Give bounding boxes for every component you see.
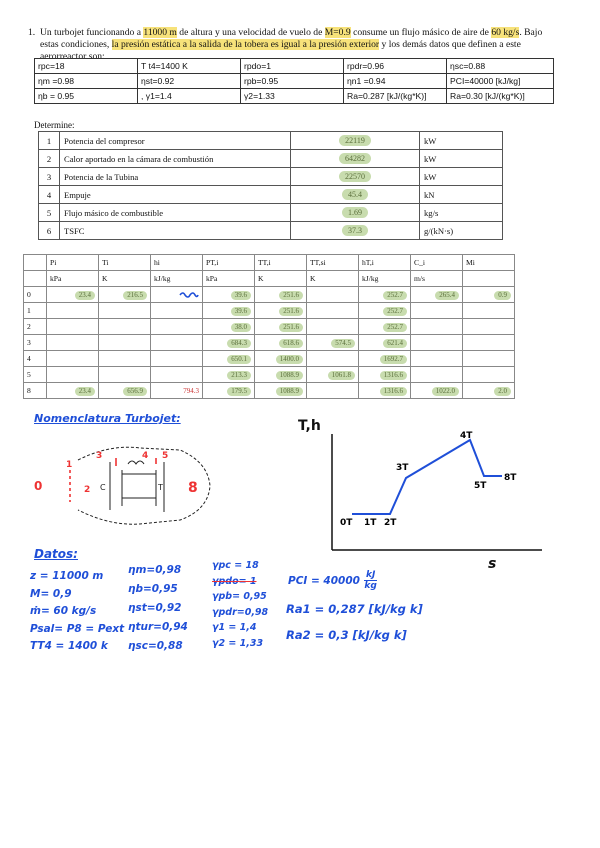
state-value: 618.6: [279, 339, 303, 348]
ts-point-8: 8T: [504, 473, 517, 483]
state-value: 265.4: [435, 291, 459, 300]
state-cell: [203, 303, 255, 319]
datos-title: Datos:: [34, 547, 78, 561]
datos-eta-b: ηb=0,95: [128, 583, 178, 595]
station-5-label: 5: [162, 451, 169, 461]
state-unit-cell: K: [99, 271, 151, 287]
datos-pci: [288, 570, 377, 591]
state-unit-cell: [24, 271, 47, 287]
problem-text-5: y los demás datos que definen a este aerorreactor son:: [40, 39, 521, 62]
given-cell: Ra=0.30 [kJ/(kg*K)]: [447, 89, 554, 104]
determine-label: Determine:: [34, 120, 75, 130]
given-row: [35, 74, 554, 89]
state-cell: [99, 335, 151, 351]
state-header-cell: Mi: [463, 255, 515, 271]
ts-point-5: 5T: [474, 481, 487, 491]
state-value: 0.9: [494, 291, 511, 300]
row-index: 3: [39, 168, 60, 186]
state-cell: [411, 303, 463, 319]
row-description: Flujo másico de combustible: [60, 204, 291, 222]
state-cell: [151, 319, 203, 335]
state-cell: [47, 335, 99, 351]
state-index: 4: [24, 351, 47, 367]
state-row: [24, 335, 515, 351]
state-cell: [359, 303, 411, 319]
station-1-label: 1: [66, 460, 73, 470]
state-cell: [151, 335, 203, 351]
state-row: [24, 351, 515, 367]
state-cell: [411, 351, 463, 367]
state-unit-cell: kPa: [47, 271, 99, 287]
station-3-label: 3: [96, 451, 103, 461]
row-value-cell: [291, 150, 420, 168]
state-cell: [359, 383, 411, 399]
given-cell: T t4=1400 K: [138, 59, 241, 74]
given-cell: rpdo=1: [241, 59, 344, 74]
state-value: 656.9: [123, 387, 147, 396]
state-cell: [307, 335, 359, 351]
ts-point-4: 4T: [460, 431, 473, 441]
datos-pci-unit-den: kg: [364, 581, 377, 591]
datos-eta-sc: ηsc=0,88: [128, 640, 183, 652]
state-cell: [203, 367, 255, 383]
datos-eta-tur: ηtur=0,94: [128, 621, 188, 633]
state-table: [23, 254, 515, 399]
determine-row: [39, 186, 503, 204]
given-cell: Ra=0.287 [kJ/(kg*K)]: [344, 89, 447, 104]
given-cell: ηsc=0.88: [447, 59, 554, 74]
row-value: 22570: [339, 171, 371, 182]
datos-pci-value: PCI = 40000: [288, 574, 360, 587]
state-cell: [151, 367, 203, 383]
state-header-cell: TT,i: [255, 255, 307, 271]
state-value: 621.4: [383, 339, 407, 348]
ts-y-axis-label: T,h: [298, 418, 321, 434]
given-cell: PCI=40000 [kJ/kg]: [447, 74, 554, 89]
row-unit: kW: [420, 150, 503, 168]
state-cell: [47, 319, 99, 335]
datos-gamma1: γ1 = 1,4: [212, 622, 257, 633]
state-cell: [255, 367, 307, 383]
state-cell: [255, 319, 307, 335]
state-value: 23.4: [75, 291, 95, 300]
state-cell: [359, 351, 411, 367]
state-value: 251.6: [279, 291, 303, 300]
state-header-cell: C_i: [411, 255, 463, 271]
state-value: 1022.0: [432, 387, 459, 396]
state-cell: [359, 367, 411, 383]
ts-point-3: 3T: [396, 463, 409, 473]
altitude-highlight: 11000 m: [143, 27, 177, 38]
state-cell: [99, 367, 151, 383]
state-value: 1692.7: [380, 355, 407, 364]
state-cell: [99, 383, 151, 399]
state-cell: [307, 319, 359, 335]
state-header-cell: Ti: [99, 255, 151, 271]
state-units-row: [24, 271, 515, 287]
row-description: TSFC: [60, 222, 291, 240]
given-cell: ηm =0.98: [35, 74, 138, 89]
row-index: 6: [39, 222, 60, 240]
state-cell: [463, 319, 515, 335]
datos-pci-unit-num: kJ: [365, 570, 376, 580]
state-value: 1061.8: [328, 371, 355, 380]
combustor-symbol: [128, 461, 144, 464]
state-value: 1400.0: [276, 355, 303, 364]
row-index: 1: [39, 132, 60, 150]
given-cell: ηst=0.92: [138, 74, 241, 89]
state-unit-cell: kJ/kg: [359, 271, 411, 287]
scribble-mark: [179, 290, 199, 298]
row-description: Potencia de la Tubina: [60, 168, 291, 186]
state-row: [24, 319, 515, 335]
state-cell: [203, 335, 255, 351]
ts-point-0: 0T: [340, 518, 353, 528]
state-header-cell: TT,si: [307, 255, 359, 271]
state-value: 213.3: [227, 371, 251, 380]
state-cell: [203, 287, 255, 303]
compressor-label: C: [100, 483, 106, 492]
state-index: 1: [24, 303, 47, 319]
datos-ra1: Ra1 = 0,287 [kJ/kg k]: [286, 602, 423, 616]
datos-rpc: γpc = 18: [212, 560, 259, 571]
given-cell: rpb=0.95: [241, 74, 344, 89]
state-value: 1316.6: [380, 387, 407, 396]
state-value: 251.6: [279, 307, 303, 316]
state-cell: [307, 351, 359, 367]
given-cell: rpdr=0.96: [344, 59, 447, 74]
station-2-label: 2: [84, 485, 91, 495]
datos-gamma2: γ2 = 1,33: [212, 637, 264, 649]
state-index: 0: [24, 287, 47, 303]
state-value: 179.5: [227, 387, 251, 396]
state-header-cell: hi: [151, 255, 203, 271]
determine-row: [39, 222, 503, 240]
state-cell: [307, 383, 359, 399]
state-value: 39.6: [231, 307, 251, 316]
state-cell: [307, 303, 359, 319]
state-index: 8: [24, 383, 47, 399]
row-value: 22119: [339, 135, 371, 146]
datos-mach: M= 0,9: [30, 587, 72, 600]
flow-highlight: 60 kg/s: [491, 27, 520, 38]
state-value: 1316.6: [380, 371, 407, 380]
state-index: 5: [24, 367, 47, 383]
state-value: 251.6: [279, 323, 303, 332]
state-cell: [307, 367, 359, 383]
row-index: 5: [39, 204, 60, 222]
row-description: Empuje: [60, 186, 291, 204]
state-cell: [255, 335, 307, 351]
state-cell: [47, 303, 99, 319]
datos-tt4: TT4 = 1400 k: [30, 640, 108, 652]
state-cell: [151, 287, 203, 303]
state-cell: [463, 287, 515, 303]
state-cell: [359, 319, 411, 335]
state-unit-cell: m/s: [411, 271, 463, 287]
state-cell: [47, 351, 99, 367]
station-4-label: 4: [142, 451, 149, 461]
state-value: 252.7: [383, 307, 407, 316]
row-unit: kW: [420, 132, 503, 150]
state-cell: [99, 287, 151, 303]
row-index: 4: [39, 186, 60, 204]
state-cell: [203, 351, 255, 367]
datos-column-1: [30, 568, 124, 656]
state-value: 2.0: [494, 387, 511, 396]
condition-highlight: la presión estática a la salida de la tobera es igual a la presión exterior: [111, 39, 380, 50]
state-cell: [411, 335, 463, 351]
state-index: 3: [24, 335, 47, 351]
problem-text-1: Un turbojet funcionando a: [40, 27, 144, 38]
problem-text-2: de altura y una velocidad de vuelo de: [176, 27, 325, 38]
state-unit-cell: K: [307, 271, 359, 287]
state-unit-cell: kPa: [203, 271, 255, 287]
datos-exit-pressure: Psal= P8 = Pext: [30, 622, 125, 635]
state-value: 684.3: [227, 339, 251, 348]
state-cell: [411, 287, 463, 303]
state-row: [24, 303, 515, 319]
ts-point-2: 2T: [384, 518, 397, 528]
state-cell: [255, 351, 307, 367]
given-cell: , γ1=1.4: [138, 89, 241, 104]
state-cell: [463, 351, 515, 367]
turbine-label: T: [158, 483, 163, 492]
state-value: 1088.9: [276, 387, 303, 396]
row-value: 37.3: [342, 225, 368, 236]
given-row: [35, 89, 554, 104]
state-cell: [47, 287, 99, 303]
state-unit-cell: K: [255, 271, 307, 287]
state-cell: [463, 367, 515, 383]
state-value: 794.3: [183, 387, 199, 395]
state-unit-cell: kJ/kg: [151, 271, 203, 287]
ts-point-1: 1T: [364, 518, 377, 528]
state-index: 2: [24, 319, 47, 335]
state-value: 39.6: [231, 291, 251, 300]
row-description: Calor aportado en la cámara de combustión: [60, 150, 291, 168]
row-value-cell: [291, 132, 420, 150]
row-value: 64282: [339, 153, 371, 164]
determine-row: [39, 150, 503, 168]
datos-eta-st: ηst=0,92: [128, 602, 182, 614]
row-value-cell: [291, 186, 420, 204]
row-unit: kN: [420, 186, 503, 204]
problem-text-3: consume un flujo másico de aire de: [350, 27, 492, 38]
state-header-cell: PT,i: [203, 255, 255, 271]
problem-number: 1.: [28, 27, 36, 38]
state-header-cell: Pi: [47, 255, 99, 271]
state-cell: [151, 303, 203, 319]
state-header-cell: hT,i: [359, 255, 411, 271]
turbojet-sketch: [30, 440, 230, 530]
state-value: 216.5: [123, 291, 147, 300]
datos-column-3: [212, 558, 268, 651]
state-cell: [151, 351, 203, 367]
row-value-cell: [291, 168, 420, 186]
row-unit: g/(kN·s): [420, 222, 503, 240]
row-value-cell: [291, 222, 420, 240]
datos-pci-unit: [364, 570, 377, 591]
state-cell: [203, 319, 255, 335]
state-cell: [255, 383, 307, 399]
station-0-label: 0: [34, 479, 43, 493]
state-row: [24, 287, 515, 303]
datos-rpb: γpb= 0,95: [212, 591, 267, 602]
state-cell: [463, 303, 515, 319]
given-cell: ηb = 0.95: [35, 89, 138, 104]
state-unit-cell: [463, 271, 515, 287]
state-header-row: [24, 255, 515, 271]
state-cell: [359, 335, 411, 351]
determine-row: [39, 168, 503, 186]
state-cell: [463, 383, 515, 399]
state-cell: [463, 335, 515, 351]
row-index: 2: [39, 150, 60, 168]
given-data-table: [34, 58, 554, 104]
state-cell: [151, 383, 203, 399]
row-value: 1.69: [342, 207, 368, 218]
state-cell: [359, 287, 411, 303]
state-value: 650.1: [227, 355, 251, 364]
row-value: 45.4: [342, 189, 368, 200]
row-description: Potencia del compresor: [60, 132, 291, 150]
state-cell: [411, 383, 463, 399]
datos-eta-m: ηm=0,98: [128, 564, 182, 576]
state-value: 1088.9: [276, 371, 303, 380]
state-value: 23.4: [75, 387, 95, 396]
ts-x-axis-label: s: [488, 556, 497, 572]
mach-highlight: M=0.9: [324, 27, 351, 38]
row-unit: kW: [420, 168, 503, 186]
state-cell: [99, 351, 151, 367]
state-value: 38.0: [231, 323, 251, 332]
datos-altitude: z = 11000 m: [30, 570, 104, 582]
datos-rpdo: γpdo= 1: [212, 575, 257, 587]
state-row: [24, 383, 515, 399]
datos-ra2: Ra2 = 0,3 [kJ/kg k]: [286, 628, 407, 642]
state-value: 252.7: [383, 291, 407, 300]
state-value: 252.7: [383, 323, 407, 332]
station-8-label: 8: [188, 480, 198, 496]
determine-row: [39, 204, 503, 222]
problem-text-4: . Bajo estas condiciones,: [40, 27, 543, 50]
ts-cycle-line: [352, 440, 502, 514]
state-cell: [99, 303, 151, 319]
row-value-cell: [291, 204, 420, 222]
given-cell: ηn1 =0.94: [344, 74, 447, 89]
datos-rpdr: γpdr=0,98: [212, 606, 269, 618]
determine-row: [39, 132, 503, 150]
state-cell: [307, 287, 359, 303]
state-cell: [411, 319, 463, 335]
state-value: 574.5: [331, 339, 355, 348]
determine-table: [38, 131, 503, 240]
nomenclatura-title: Nomenclatura Turbojet:: [34, 412, 181, 425]
state-cell: [99, 319, 151, 335]
row-unit: kg/s: [420, 204, 503, 222]
state-row: [24, 367, 515, 383]
state-cell: [47, 383, 99, 399]
datos-mass-flow: ṁ= 60 kg/s: [30, 605, 97, 617]
ts-diagram: [320, 430, 550, 560]
given-cell: rpc=18: [35, 59, 138, 74]
state-cell: [255, 303, 307, 319]
state-cell: [255, 287, 307, 303]
datos-column-2: [128, 561, 188, 656]
given-cell: γ2=1.33: [241, 89, 344, 104]
state-cell: [411, 367, 463, 383]
state-cell: [203, 383, 255, 399]
given-row: [35, 59, 554, 74]
state-header-cell: [24, 255, 47, 271]
state-cell: [47, 367, 99, 383]
